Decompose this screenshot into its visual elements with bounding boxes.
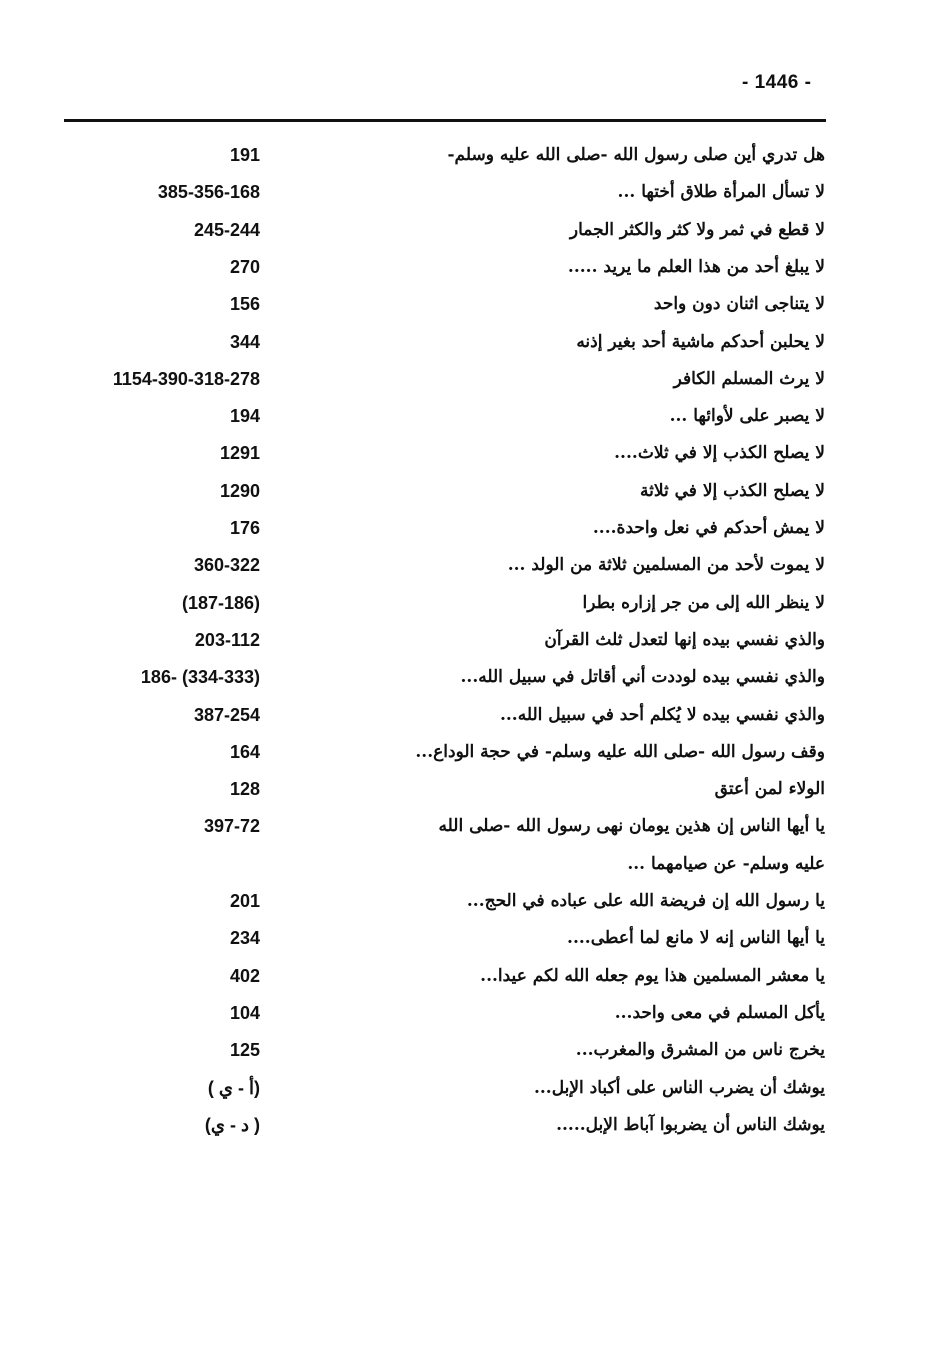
page-references: 201 xyxy=(229,891,260,911)
page-references: 344 xyxy=(229,331,260,352)
page-references: (د - ي ) xyxy=(204,1114,260,1135)
page-references: 1290 xyxy=(219,480,260,501)
page-references: ( أ - ي) xyxy=(207,1077,260,1098)
index-entry xyxy=(0,623,949,657)
index-entry xyxy=(0,772,949,806)
page-references: (187-186) xyxy=(181,592,260,613)
page-references: 176 xyxy=(229,518,260,538)
hadith-text: عليه وسلم- عن صيامهما ... xyxy=(627,853,825,874)
page-references: 1291 xyxy=(219,443,260,464)
index-entry xyxy=(0,959,949,993)
hadith-text: لا يبلغ أحد من هذا العلم ما يريد ..... xyxy=(567,256,825,277)
index-entry xyxy=(0,325,949,359)
hadith-text: يخرج ناس من المشرق والمغرب... xyxy=(575,1040,825,1061)
index-entry xyxy=(0,250,949,284)
index-entry xyxy=(0,586,949,620)
page-references: 387-254 xyxy=(193,704,260,725)
page-references: 104 xyxy=(229,1002,260,1023)
index-entry xyxy=(0,698,949,732)
index-entry xyxy=(0,809,949,843)
page-references: 270 xyxy=(229,256,260,277)
hadith-text: لا يتناجى اثنان دون واحد xyxy=(653,294,825,315)
page-references: 125 xyxy=(229,1040,260,1061)
page-references: 203-112 xyxy=(194,629,260,650)
page-references: 191 xyxy=(229,145,260,165)
index-entry xyxy=(0,884,949,918)
page-references: 186- (334-333) xyxy=(140,667,260,688)
index-entry xyxy=(0,548,949,582)
page-number: - 1446 - xyxy=(742,72,812,93)
hadith-text: والذي نفسي بيده إنها لتعدل ثلث القرآن xyxy=(544,629,825,650)
index-entry xyxy=(0,436,949,470)
hadith-text: لا ينظر الله إلى من جر إزاره بطرا xyxy=(582,592,825,613)
hadith-text: لا يمش أحدكم في نعل واحدة.... xyxy=(592,518,825,538)
index-entry xyxy=(0,660,949,694)
index-entry xyxy=(0,175,949,209)
index-entry xyxy=(0,474,949,508)
hadith-text: يا معشر المسلمين هذا يوم جعله الله لكم عيدا... xyxy=(480,965,825,986)
page-references: 360-322 xyxy=(193,555,260,576)
index-entry xyxy=(0,996,949,1030)
hadith-text: يا أيها الناس إن هذين يومان نهى رسول الله -صلى الله xyxy=(438,816,825,837)
hadith-text: يوشك الناس أن يضربوا آباط الإبل..... xyxy=(556,1114,825,1135)
hadith-text: والذي نفسي بيده لا يُكلم أحد في سبيل الله... xyxy=(499,704,825,725)
page-references: 402 xyxy=(229,965,260,986)
hadith-text: هل تدري أين صلى رسول الله -صلى الله عليه وسلم- xyxy=(447,145,825,165)
page-references: 164 xyxy=(229,741,260,762)
hadith-text: يأكل المسلم في معى واحد... xyxy=(614,1002,825,1023)
page-references: 1154-390-318-278 xyxy=(112,368,260,389)
hadith-text: لا يصلح الكذب إلا في ثلاث.... xyxy=(614,443,825,464)
page-references: 234 xyxy=(229,928,260,949)
index-entry xyxy=(0,1071,949,1105)
hadith-text: يا أيها الناس إنه لا مانع لما أعطى.... xyxy=(567,928,825,949)
hadith-text: لا يصبر على لأوائها ... xyxy=(669,406,825,427)
index-entry xyxy=(0,399,949,433)
hadith-text: لا يموت لأحد من المسلمين ثلاثة من الولد ... xyxy=(507,555,825,576)
index-entry xyxy=(0,1108,949,1142)
index-entry xyxy=(0,213,949,247)
page-references: 194 xyxy=(229,406,260,427)
page-references: 245-244 xyxy=(193,219,260,240)
hadith-text: يوشك أن يضرب الناس على أكباد الإبل... xyxy=(533,1077,825,1098)
page-references: 156 xyxy=(229,294,260,315)
index-entry xyxy=(0,362,949,396)
hadith-text: والذي نفسي بيده لوددت أني أقاتل في سبيل الله... xyxy=(460,667,825,688)
page-references: 128 xyxy=(229,779,260,800)
index-entry xyxy=(0,921,949,955)
index-entry xyxy=(0,735,949,769)
hadith-text: لا قطع في ثمر ولا كثر والكثر الجمار xyxy=(569,219,825,240)
index-entry xyxy=(0,847,949,881)
hadith-text: لا يحلبن أحدكم ماشية أحد بغير إذنه xyxy=(576,331,825,352)
hadith-text: لا تسأل المرأة طلاق أختها ... xyxy=(617,182,825,203)
index-entry xyxy=(0,1033,949,1067)
hadith-text: يا رسول الله إن فريضة الله على عباده في الحج... xyxy=(466,891,825,911)
hadith-text: لا يرث المسلم الكافر xyxy=(673,368,825,389)
hadith-text: الولاء لمن أعتق xyxy=(714,779,825,800)
index-entry xyxy=(0,287,949,321)
page-references: 385-356-168 xyxy=(157,182,260,203)
hadith-text: لا يصلح الكذب إلا في ثلاثة xyxy=(639,480,825,501)
hadith-text: وقف رسول الله -صلى الله عليه وسلم- في حجة الوداع... xyxy=(415,741,825,762)
index-entry xyxy=(0,138,949,172)
page-references: 397-72 xyxy=(203,816,260,837)
index-entry xyxy=(0,511,949,545)
